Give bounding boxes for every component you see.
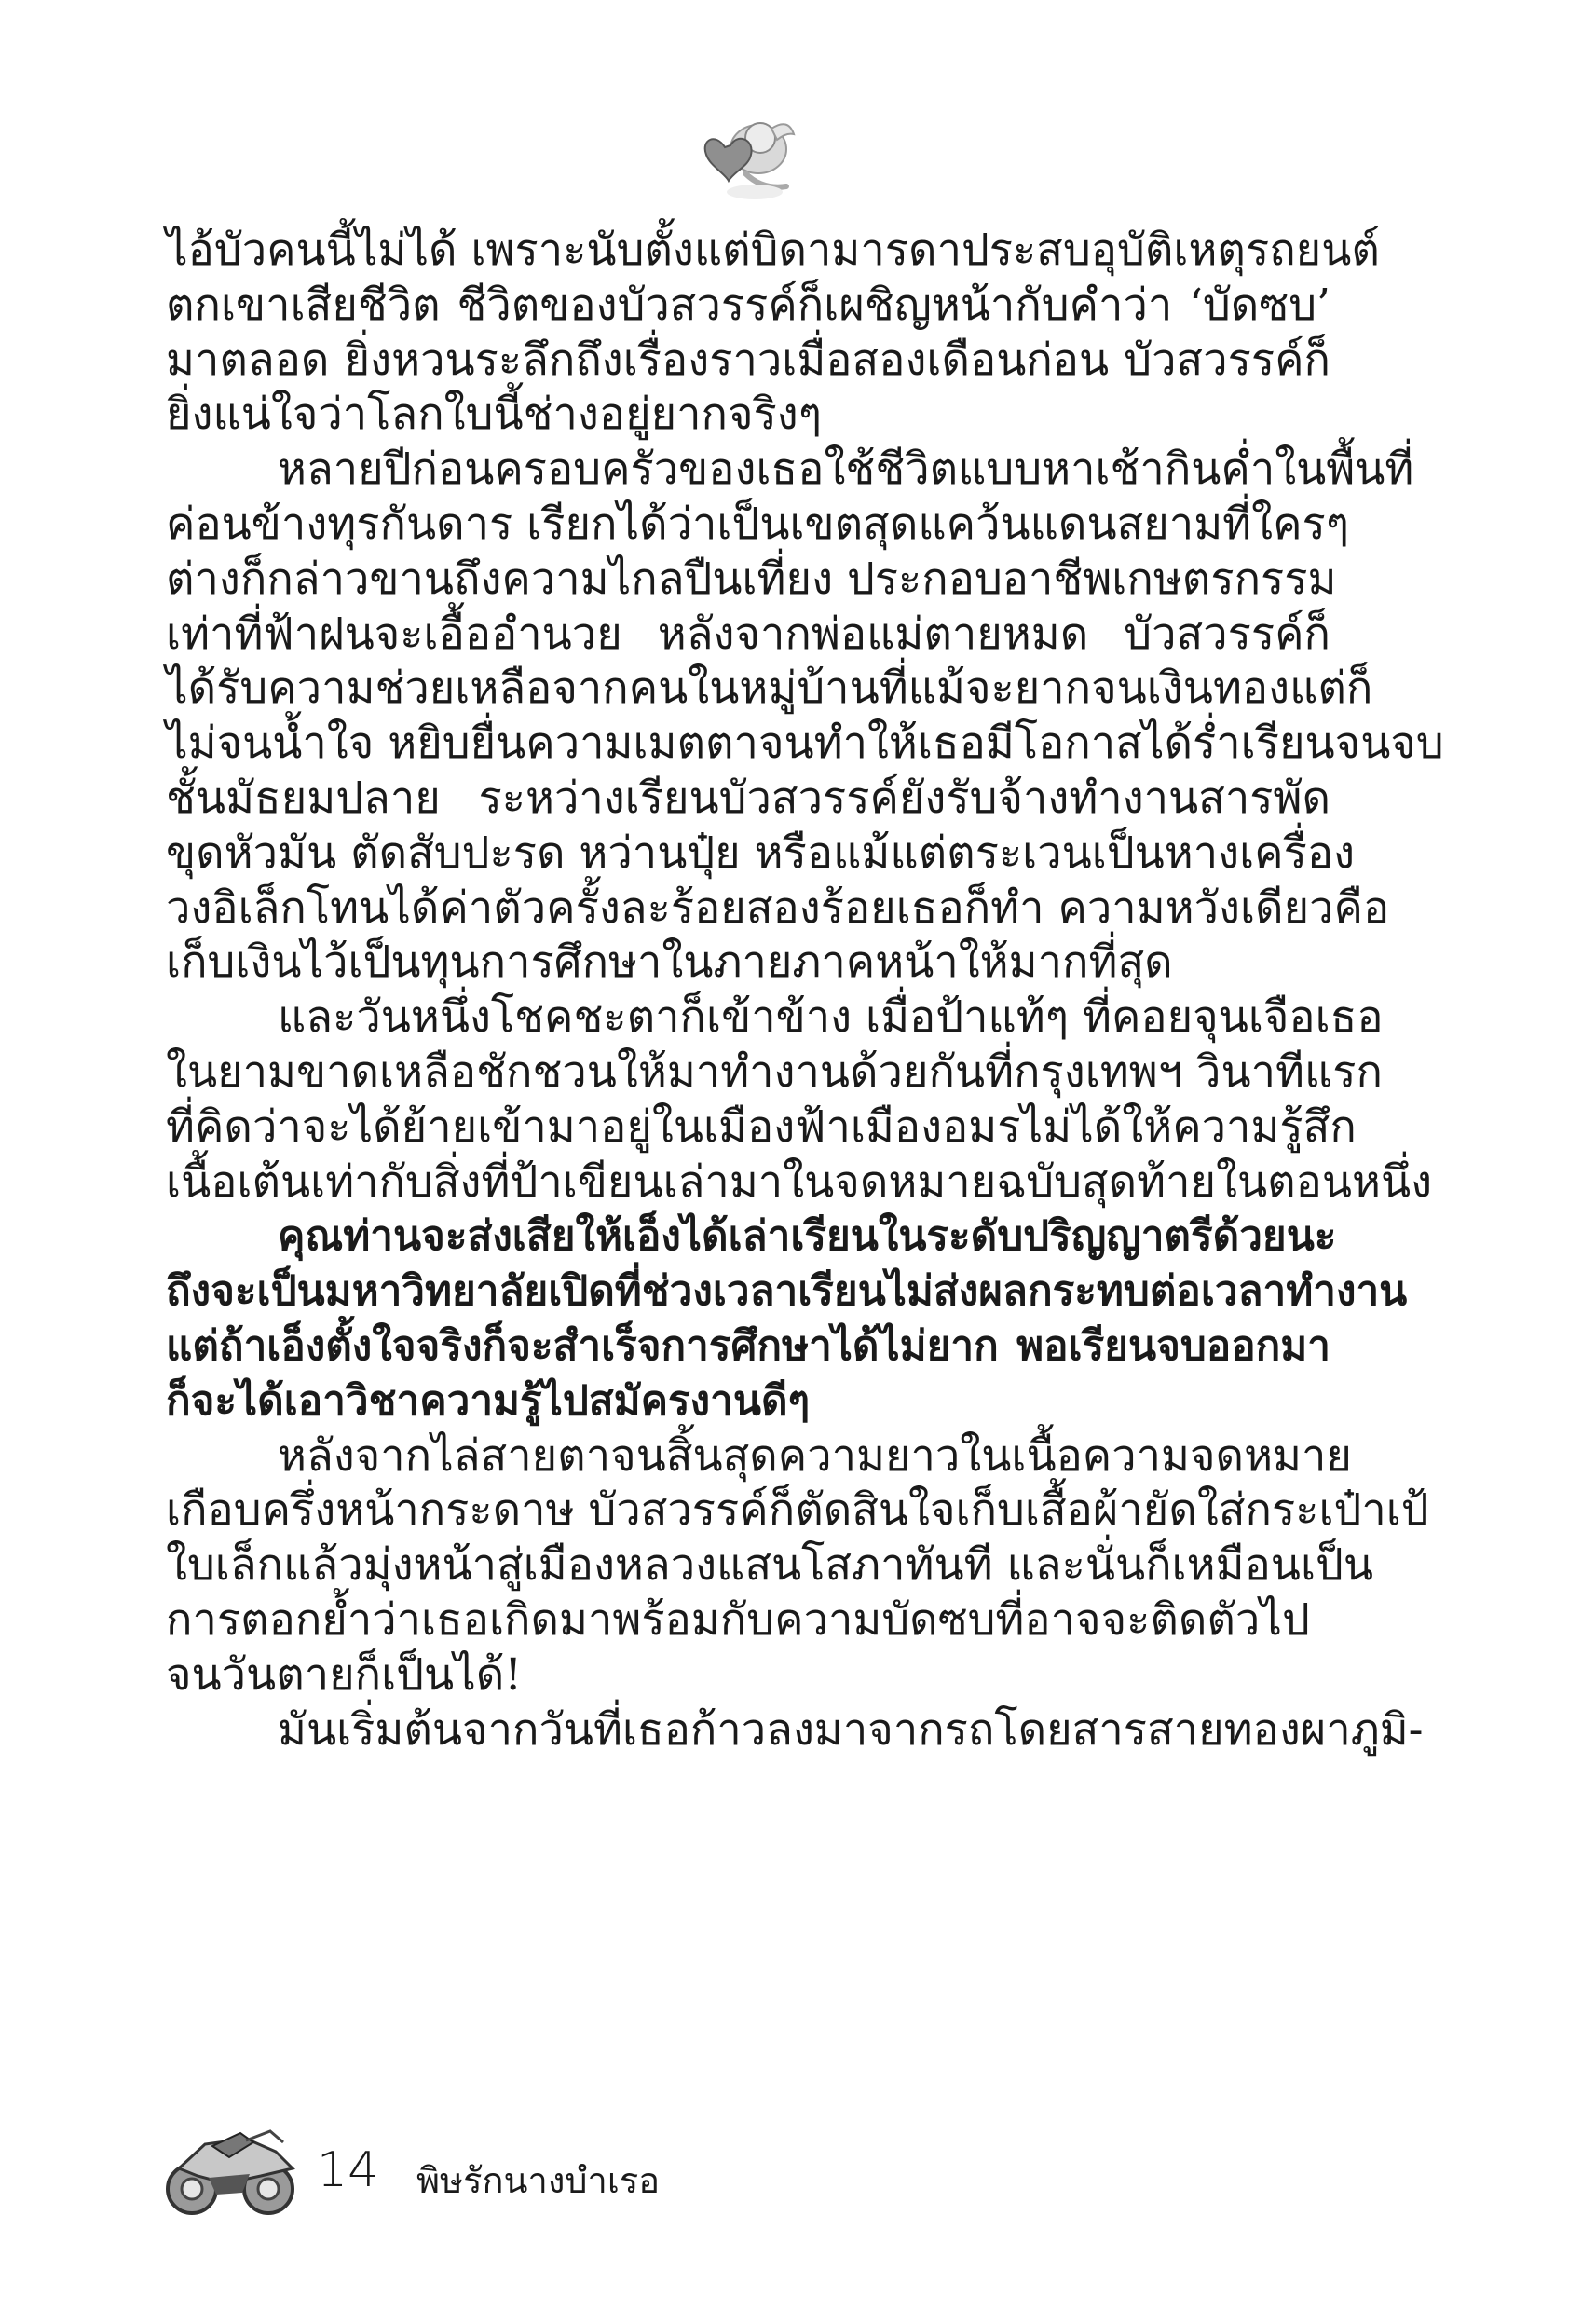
text-line: หลังจากไล่สายตาจนสิ้นสุดความยาวในเนื้อความจดหมาย (278, 1429, 1352, 1482)
text-line: ไอ้บัวคนนี้ไม่ได้ เพราะนับตั้งแต่บิดามารดาประสบอุบัติเหตุรถยนต์ (166, 225, 1380, 276)
body-text (166, 224, 1444, 1757)
text-line: มันเริ่มต้นจากวันที่เธอก้าวลงมาจากรถโดยสารสายทองผาภูมิ- (278, 1703, 1424, 1756)
page-number: 14 (317, 2142, 379, 2198)
text-line: และวันหนึ่งโชคชะตาก็เข้าข้าง เมื่อป้าแท้ๆ ที่คอยจุนเจือเธอ (278, 991, 1384, 1044)
text-line: ยิ่งแน่ใจว่าโลกใบนี้ช่างอยู่ยากจริงๆ (166, 389, 822, 441)
text-line: เกือบครึ่งหน้ากระดาษ บัวสวรรค์ก็ตัดสินใจเก็บเสื้อผ้ายัดใส่กระเป๋าเป้ (166, 1484, 1429, 1537)
book-title: พิษรักนางบำเรอ (416, 2160, 661, 2201)
text-line: จนวันตายก็เป็นได้! (166, 1648, 523, 1701)
page-footer (160, 2120, 906, 2222)
text-line: ตกเขาเสียชีวิต ชีวิตของบัวสวรรค์ก็เผชิญหน้ากับคำว่า ‘บัดซบ’ (166, 279, 1330, 331)
text-line: ขุดหัวมัน ตัดสับปะรด หว่านปุ๋ย หรือแม้แต่ตระเวนเป็นหางเครื่อง (166, 827, 1356, 879)
text-line: เท่าที่ฟ้าฝนจะเอื้ออำนวย หลังจากพ่อแม่ตายหมด บัวสวรรค์ก็ (166, 608, 1330, 660)
text-line: การตอกย้ำว่าเธอเกิดมาพร้อมกับความบัดซบที่อาจจะติดตัวไป (166, 1593, 1310, 1646)
text-line: ใบเล็กแล้วมุ่งหน้าสู่เมืองหลวงแสนโสภาทันที และนั่นก็เหมือนเป็น (166, 1539, 1373, 1592)
text-line: เก็บเงินไว้เป็นทุนการศึกษาในภายภาคหน้าให้มากที่สุด (166, 937, 1173, 989)
text-line: ได้รับความช่วยเหลือจากคนในหมู่บ้านที่แม้จะยากจนเงินทองแต่ก็ (166, 663, 1373, 715)
cherub-with-heart-icon (697, 112, 801, 205)
text-line: ชั้นมัธยมปลาย ระหว่างเรียนบัวสวรรค์ยังรับจ้างทำงานสารพัด (166, 772, 1330, 824)
text-line: หลายปีก่อนครอบครัวของเธอใช้ชีวิตแบบหาเช้ากินค่ำในพื้นที่ (278, 444, 1414, 496)
text-line: เนื้อเต้นเท่ากับสิ่งที่ป้าเขียนเล่ามาในจดหมายฉบับสุดท้ายในตอนหนึ่ง (166, 1156, 1433, 1208)
text-line: ต่างก็กล่าวขานถึงความไกลปืนเที่ยง ประกอบอาชีพเกษตรกรรม (166, 553, 1337, 605)
letter-line: คุณท่านจะส่งเสียให้เอ็งได้เล่าเรียนในระดับปริญญาตรีด้วยนะ (278, 1212, 1337, 1261)
text-line: วงอิเล็กโทนได้ค่าตัวครั้งละร้อยสองร้อยเธอก็ทำ ความหวังเดียวคือ (166, 882, 1390, 934)
text-line: ที่คิดว่าจะได้ย้ายเข้ามาอยู่ในเมืองฟ้าเมืองอมรไม่ได้ให้ความรู้สึก (166, 1101, 1357, 1153)
text-line: ในยามขาดเหลือชักชวนให้มาทำงานด้วยกันที่กรุงเทพฯ วินาทีแรก (166, 1046, 1383, 1098)
motorcycle-icon (160, 2120, 300, 2218)
letter-line: ก็จะได้เอาวิชาความรู้ไปสมัครงานดีๆ (166, 1376, 811, 1425)
text-line: ค่อนข้างทุรกันดาร เรียกได้ว่าเป็นเขตสุดแคว้นแดนสยามที่ใครๆ (166, 498, 1350, 550)
letter-line: แต่ถ้าเอ็งตั้งใจจริงก็จะสำเร็จการศึกษาได้ไม่ยาก พอเรียนจบออกมา (166, 1321, 1330, 1370)
letter-line: ถึงจะเป็นมหาวิทยาลัยเปิดที่ช่วงเวลาเรียนไม่ส่งผลกระทบต่อเวลาทำงาน (166, 1267, 1408, 1316)
text-line: ไม่จนน้ำใจ หยิบยื่นความเมตตาจนทำให้เธอมีโอกาสได้ร่ำเรียนจนจบ (166, 718, 1444, 770)
text-line: มาตลอด ยิ่งหวนระลึกถึงเรื่องราวเมื่อสองเดือนก่อน บัวสวรรค์ก็ (166, 334, 1330, 386)
